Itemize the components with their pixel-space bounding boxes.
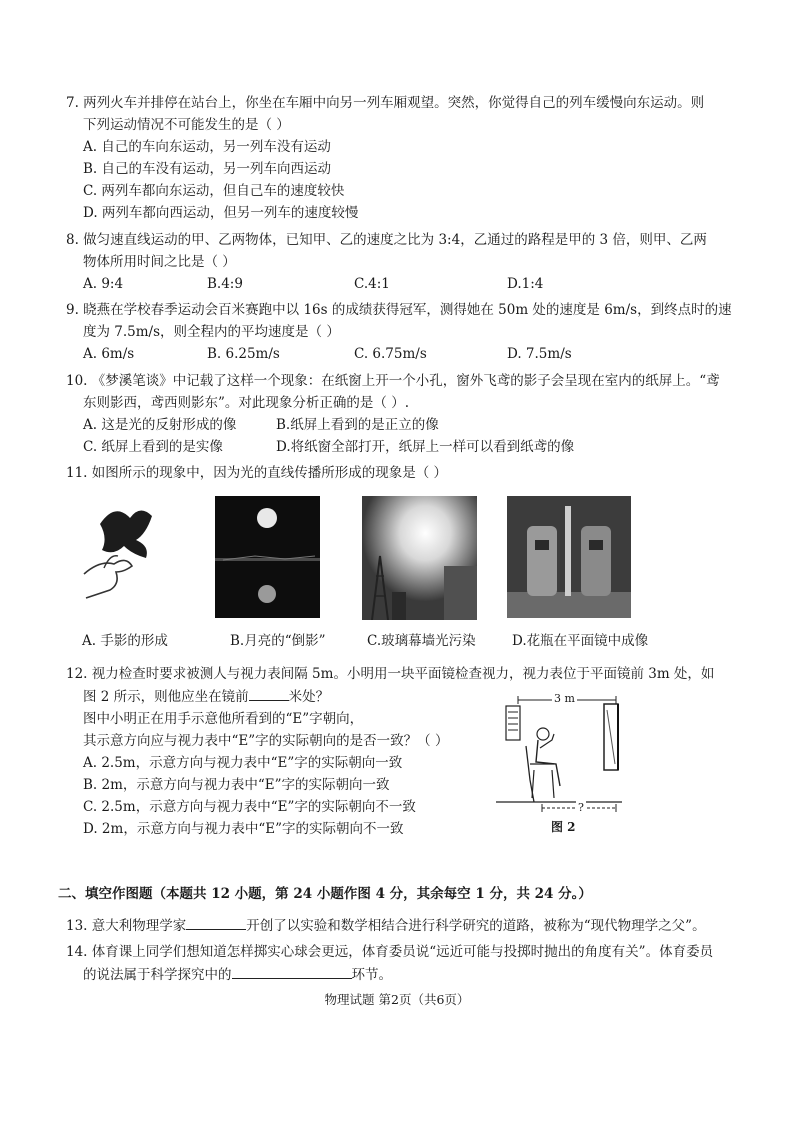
section-2-heading: 二、填空作图题（本题共 12 小题，第 24 小题作图 4 分，其余每空 1 分，共 24 分。） bbox=[58, 886, 592, 902]
q10-stem-line2: 东则影西，鸢西则影东”。对此现象分析正确的是（ ）. bbox=[83, 395, 409, 411]
q9-stem-line1: 9. 晓燕在学校春季运动会百米赛跑中以 16s 的成绩获得冠军，测得她在 50m 处的速度是 6m/s，到终点时的速 bbox=[66, 302, 732, 318]
q13-line bbox=[66, 914, 746, 937]
question-14 bbox=[66, 941, 746, 986]
q8-stem-line1: 8. 做匀速直线运动的甲、乙两物体，已知甲、乙的速度之比为 3:4，乙通过的路程是甲的 3 倍，则甲、乙两 bbox=[66, 232, 707, 248]
q12-option-c: C. 2.5m，示意方向与视力表中“E”字的实际朝向不一致 bbox=[83, 799, 416, 815]
q9-option-a: A. 6m/s bbox=[83, 346, 135, 362]
moon-reflection-image bbox=[215, 496, 320, 618]
question-8 bbox=[66, 229, 746, 295]
page-footer: 物理试题 第2页（共6页） bbox=[324, 992, 470, 1007]
q13-part-a: 13. 意大利物理学家 bbox=[66, 918, 187, 934]
q13-part-b: 开创了以实验和数学相结合进行科学研究的道路，被称为“现代物理学之父”。 bbox=[246, 918, 706, 934]
q10-option-b: B.纸屏上看到的是正立的像 bbox=[276, 417, 439, 433]
q8-option-d: D.1:4 bbox=[507, 276, 544, 292]
q9-stem-line2: 度为 7.5m/s，则全程内的平均速度是（ ） bbox=[83, 324, 340, 340]
q12-stem-line2 bbox=[66, 685, 746, 708]
q14-line2 bbox=[66, 963, 746, 986]
q12-option-b: B. 2m，示意方向与视力表中“E”字的实际朝向一致 bbox=[83, 777, 390, 793]
q7-stem-line2: 下列运动情况不可能发生的是（ ） bbox=[83, 117, 290, 133]
q9-option-d: D. 7.5m/s bbox=[507, 346, 572, 362]
vase-mirror-image bbox=[507, 496, 631, 618]
q14-part-a: 的说法属于科学探究中的 bbox=[83, 967, 232, 983]
question-7 bbox=[66, 92, 746, 224]
moon-reflection-drawing bbox=[215, 496, 320, 618]
q13-answer-blank[interactable] bbox=[186, 914, 246, 930]
q8-stem-line2: 物体所用时间之比是（ ） bbox=[83, 254, 236, 270]
q12-stem-line3: 图中小明正在用手示意他所看到的“E”字朝向， bbox=[83, 711, 364, 727]
q8-option-c: C.4:1 bbox=[354, 276, 390, 292]
q7-stem-line1: 7. 两列火车并排停在站台上，你坐在车厢中向另一列车厢观望。突然，你觉得自己的列车缓慢向东运动。则 bbox=[66, 95, 705, 111]
q10-option-d: D.将纸窗全部打开，纸屏上一样可以看到纸鸢的像 bbox=[276, 439, 575, 455]
q10-options-row2 bbox=[66, 436, 746, 458]
question-12 bbox=[66, 663, 746, 840]
q7-option-a: A. 自己的车向东运动，另一列车没有运动 bbox=[83, 139, 331, 155]
q10-stem-line1: 10. 《梦溪笔谈》中记载了这样一个现象：在纸窗上开一个小孔，窗外飞鸢的影子会呈现在室内的纸屏上。“鸢 bbox=[66, 373, 720, 389]
q12-stem-line4: 其示意方向应与视力表中“E”字的实际朝向的是否一致？（ ） bbox=[83, 733, 449, 749]
q11-option-c: C.玻璃幕墙光污染 bbox=[367, 633, 476, 649]
q14-part-b: 环节。 bbox=[351, 967, 392, 983]
q7-option-c: C. 两列车都向东运动，但自己车的速度较快 bbox=[83, 183, 345, 199]
q9-options bbox=[66, 343, 746, 365]
q12-stem-line1: 12. 视力检查时要求被测人与视力表间隔 5m。小明用一块平面镜检查视力，视力表位于平面镜前 3m 处，如 bbox=[66, 666, 715, 682]
q14-line1: 14. 体育课上同学们想知道怎样掷实心球会更远，体育委员说“远近可能与投掷时抛出的角度有关”。体育委员 bbox=[66, 944, 714, 960]
figure-2-unknown-label: ? bbox=[578, 801, 584, 814]
q8-option-a: A. 9:4 bbox=[83, 276, 124, 292]
q12-option-d: D. 2m，示意方向与视力表中“E”字的实际朝向不一致 bbox=[83, 821, 404, 837]
q11-option-a: A. 手影的形成 bbox=[82, 633, 168, 649]
q8-option-b: B.4:9 bbox=[207, 276, 243, 292]
figure-2 bbox=[496, 690, 636, 830]
figure-2-distance-label: 3 m bbox=[554, 692, 575, 705]
q7-option-b: B. 自己的车没有运动，另一列车向西运动 bbox=[83, 161, 332, 177]
hand-shadow-drawing bbox=[80, 494, 158, 614]
vase-mirror-drawing bbox=[507, 496, 631, 618]
question-13 bbox=[66, 914, 746, 937]
q12-stem-line2b: 米处？ bbox=[288, 689, 330, 705]
q14-answer-blank[interactable] bbox=[232, 963, 352, 979]
q9-option-b: B. 6.25m/s bbox=[207, 346, 280, 362]
glass-wall-image bbox=[362, 496, 477, 620]
q7-option-d: D. 两列车都向西运动，但另一列车的速度较慢 bbox=[83, 205, 359, 221]
figure-2-caption: 图 2 bbox=[551, 820, 576, 834]
question-10 bbox=[66, 370, 746, 458]
q12-option-a: A. 2.5m，示意方向与视力表中“E”字的实际朝向一致 bbox=[83, 755, 403, 771]
q10-option-c: C. 纸屏上看到的是实像 bbox=[83, 439, 223, 455]
q12-stem-line2a: 图 2 所示，则他应坐在镜前 bbox=[83, 689, 249, 705]
question-11 bbox=[66, 462, 746, 484]
q10-option-a: A. 这是光的反射形成的像 bbox=[83, 417, 237, 433]
q11-option-b: B.月亮的“倒影” bbox=[230, 633, 326, 649]
q11-stem: 11. 如图所示的现象中，因为光的直线传播所形成的现象是（ ） bbox=[66, 465, 448, 481]
question-9 bbox=[66, 299, 746, 365]
figure-2-drawing bbox=[496, 690, 636, 830]
q12-answer-blank[interactable] bbox=[249, 685, 289, 701]
q11-option-d: D.花瓶在平面镜中成像 bbox=[512, 633, 649, 649]
q10-options-row1 bbox=[66, 414, 746, 436]
glass-wall-drawing bbox=[362, 496, 477, 620]
q9-option-c: C. 6.75m/s bbox=[354, 346, 427, 362]
q8-options bbox=[66, 273, 746, 295]
hand-shadow-image bbox=[80, 494, 158, 614]
